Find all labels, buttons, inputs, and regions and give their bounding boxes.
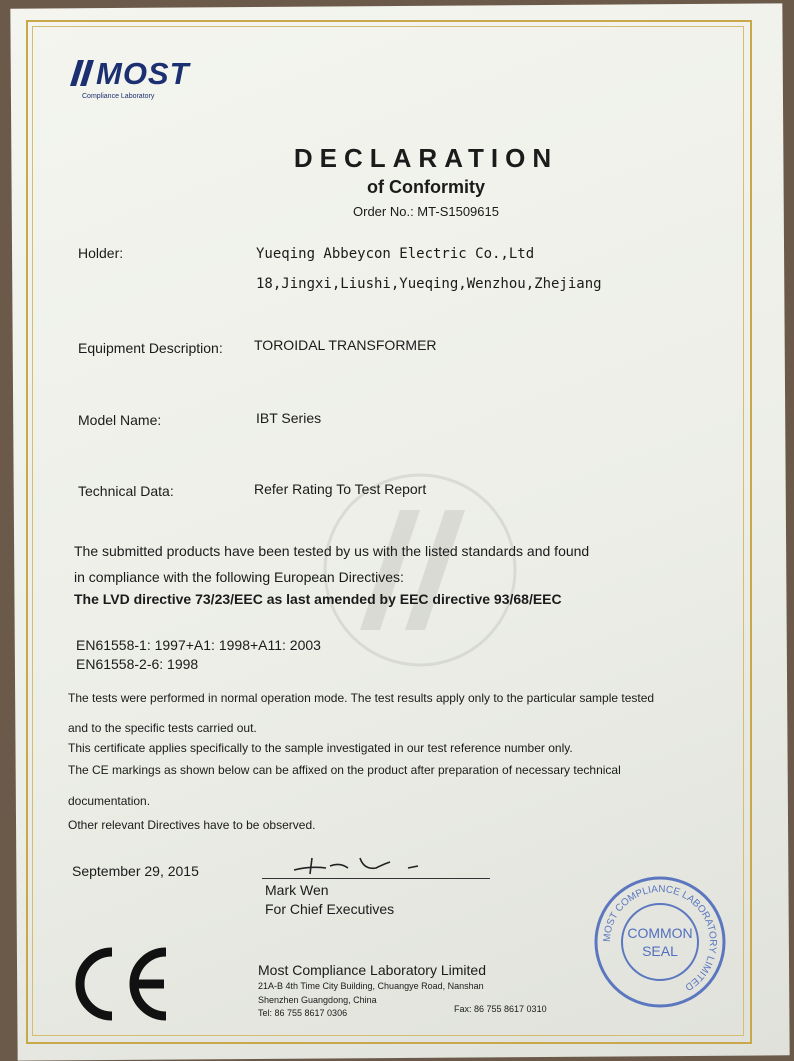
note-line: Other relevant Directives have to be observed. xyxy=(68,818,316,832)
document-title: DECLARATION xyxy=(293,143,559,173)
statement-line2: in compliance with the following European Directives: xyxy=(74,569,404,585)
logo-mark-icon xyxy=(68,58,98,88)
directive-text: The LVD directive 73/23/EEC as last amended by EEC directive 93/68/EEC xyxy=(74,591,562,607)
footer-address1: 21A-B 4th Time City Building, Chuangye Road, Nanshan xyxy=(258,981,484,991)
footer-address2: Shenzhen Guangdong, China xyxy=(258,995,377,1005)
seal-line1: COMMON xyxy=(627,925,693,941)
standard-item: EN61558-1: 1997+A1: 1998+A11: 2003 xyxy=(76,637,321,653)
statement-line1: The submitted products have been tested by us with the listed standards and found xyxy=(74,543,590,559)
seal-ring-text: MOST COMPLIANCE LABORATORY LIMITED xyxy=(601,883,719,993)
note-line: This certificate applies specifically to the sample investigated in our test reference number only. xyxy=(68,741,573,755)
document-subtitle: of Conformity xyxy=(367,177,485,197)
technical-label: Technical Data: xyxy=(78,483,174,499)
order-number: Order No.: MT-S1509615 xyxy=(353,204,499,219)
technical-value: Refer Rating To Test Report xyxy=(254,481,427,497)
standard-item: EN61558-2-6: 1998 xyxy=(76,656,199,672)
ce-mark-icon xyxy=(66,944,176,1024)
holder-label: Holder: xyxy=(78,245,124,261)
holder-name: Yueqing Abbeycon Electric Co.,Ltd xyxy=(256,246,535,262)
footer-tel: Tel: 86 755 8617 0306 xyxy=(258,1008,348,1018)
note-line: The tests were performed in normal operation mode. The test results apply only to the particular sample tested xyxy=(68,691,655,705)
issue-date: September 29, 2015 xyxy=(72,863,199,879)
equipment-label: Equipment Description: xyxy=(78,340,223,356)
note-line: The CE markings as shown below can be affixed on the product after preparation of necessary technical xyxy=(68,763,621,777)
model-value: IBT Series xyxy=(256,410,322,426)
equipment-value: TOROIDAL TRANSFORMER xyxy=(254,337,437,353)
signatory-title: For Chief Executives xyxy=(265,901,395,917)
note-line: and to the specific tests carried out. xyxy=(68,721,257,735)
model-label: Model Name: xyxy=(78,412,162,428)
holder-address: 18,Jingxi,Liushi,Yueqing,Wenzhou,Zhejiang xyxy=(256,276,602,292)
logo-subtitle: Compliance Laboratory xyxy=(82,93,155,100)
logo-text: MOST xyxy=(96,56,190,91)
common-seal-stamp xyxy=(590,872,730,1012)
signature-line xyxy=(262,878,490,879)
seal-line2: SEAL xyxy=(642,943,678,959)
signatory-name: Mark Wen xyxy=(265,882,329,898)
note-line: documentation. xyxy=(68,794,151,808)
signature xyxy=(290,852,440,878)
footer-company: Most Compliance Laboratory Limited xyxy=(258,962,486,978)
footer-fax: Fax: 86 755 8617 0310 xyxy=(454,1004,547,1014)
